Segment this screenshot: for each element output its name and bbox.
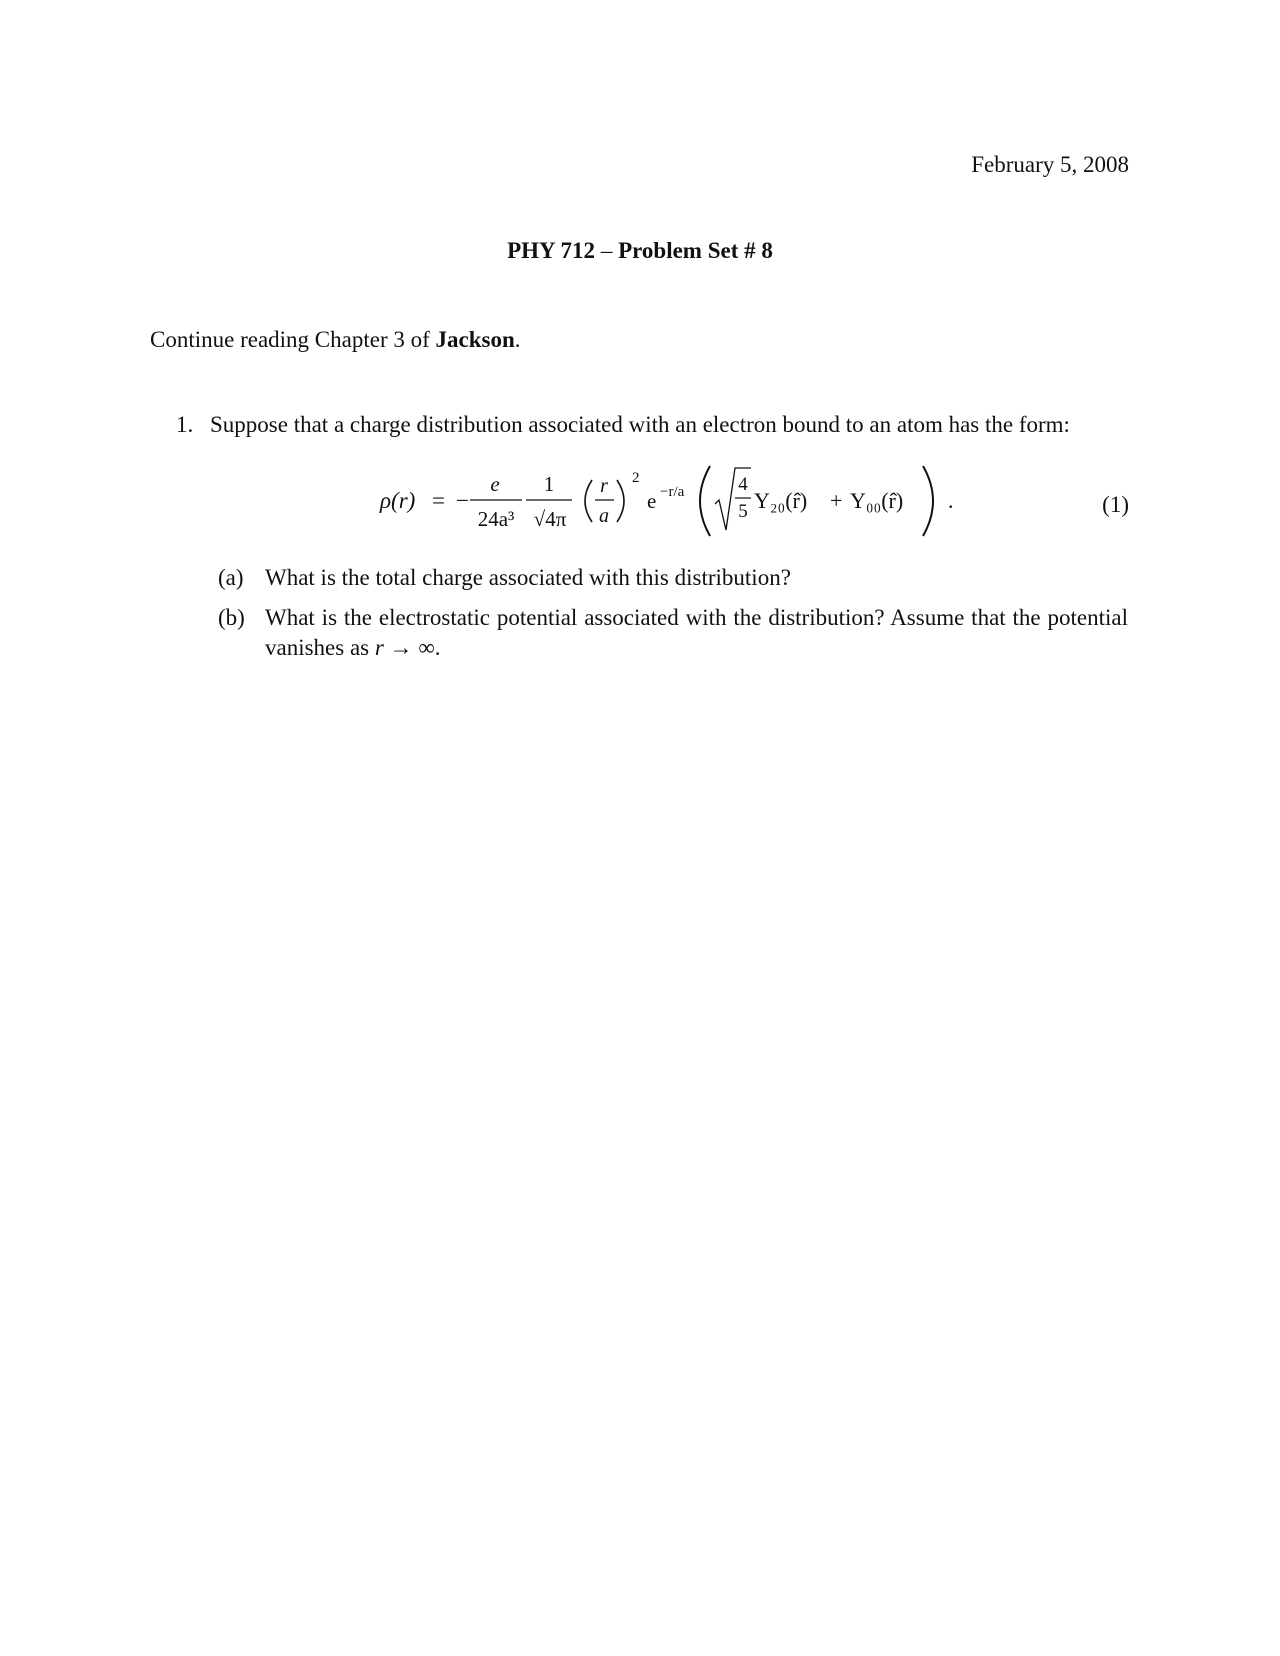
big-left-paren (700, 466, 710, 536)
reading-book: Jackson (435, 327, 515, 352)
equation-lhs: ρ(r) (380, 488, 416, 513)
equation-minus: − (456, 488, 469, 513)
ratio-left-paren (585, 480, 592, 522)
equation-plus: + (830, 488, 843, 513)
part-a-label: (a) (218, 565, 244, 590)
term-y20: Y₂₀(r̂) (754, 488, 808, 513)
title-course: PHY 712 (507, 238, 596, 263)
part-b-text (265, 603, 1128, 663)
charge-density-equation (370, 462, 960, 542)
document-date: February 5, 2008 (971, 152, 1129, 177)
problem-number: 1. (176, 412, 194, 437)
frac1-numerator: e (490, 472, 500, 496)
equation-period: . (948, 488, 954, 513)
sqrt-denominator: 5 (738, 501, 748, 522)
part-a-text: What is the total charge associated with this distribution? (265, 565, 791, 590)
title-dash: – (600, 238, 613, 263)
frac2-denominator: √4π (533, 507, 567, 531)
ratio-denominator: a (599, 505, 609, 527)
reading-suffix: . (514, 327, 521, 352)
title-problem-set: Problem Set # 8 (618, 238, 773, 263)
sqrt-numerator: 4 (738, 474, 748, 495)
ratio-right-paren (617, 480, 624, 522)
ratio-numerator: r (600, 475, 608, 497)
reading-prefix: Continue reading Chapter 3 of (150, 327, 436, 352)
exp-base: e (647, 489, 657, 513)
reading-assignment (150, 325, 521, 355)
part-b-variable: r (374, 635, 384, 660)
frac1-denominator: 24a³ (477, 507, 515, 531)
part-b-main: What is the electrostatic potential associated with the distribution? Assume that the potential vanishes as (265, 605, 1128, 660)
part-b-label: (b) (218, 605, 245, 630)
problem-statement: Suppose that a charge distribution associated with an electron bound to an atom has the form: (210, 412, 1070, 437)
frac2-numerator: 1 (543, 472, 555, 496)
part-b-end: → ∞. (383, 635, 441, 660)
big-right-paren (923, 466, 933, 536)
term-y00: Y₀₀(r̂) (850, 488, 904, 513)
ratio-power: 2 (632, 470, 640, 486)
equation-equals: = (432, 488, 445, 513)
exp-power: −r/a (660, 484, 685, 500)
equation-number: (1) (1102, 492, 1129, 517)
page-title (0, 238, 1280, 264)
